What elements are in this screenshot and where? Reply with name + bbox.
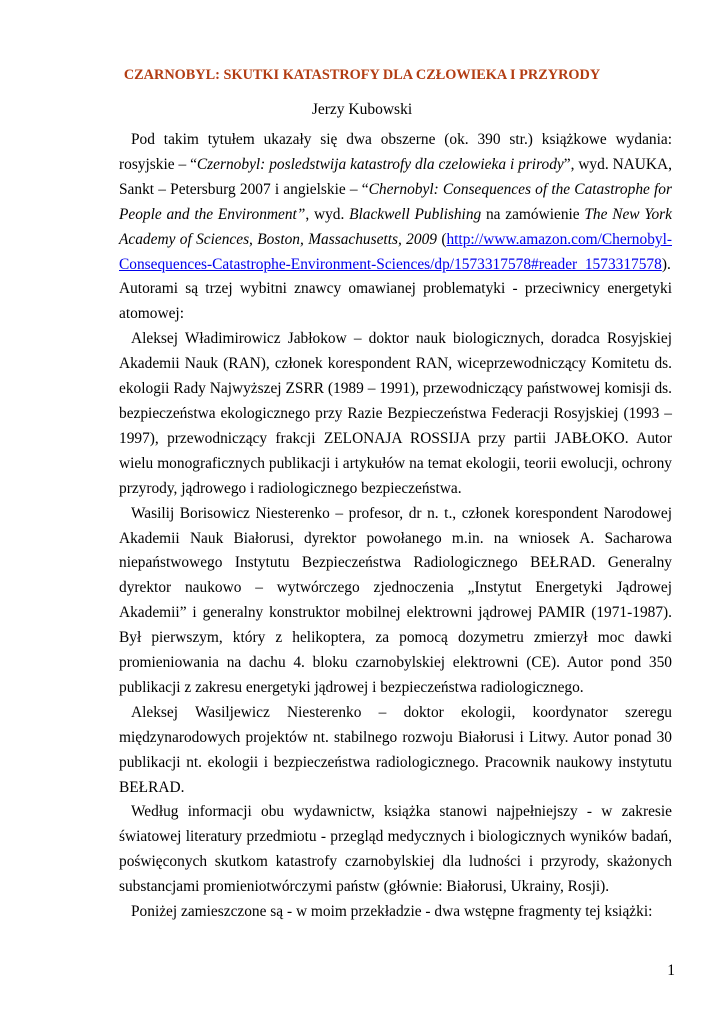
intro-text-1: Pod takim tytułem ukazały się dwa obszerne (ok. 390 str.) książkowe wydania: rosyjskie – “ xyxy=(119,131,672,173)
paragraph-publisher-info: Według informacji obu wydawnictw, książka stanowi najpełniejszy - w zakresie światowej literatury przedmiotu - przegląd medycznych i biologicznych wyników badań, poświęconych skutkom katastrofy czarnobylskiej dla ludności i przyrody, skażonych substancjami promieniotwórczymi państw (głównie: Białorusi, Ukrainy, Rosji). xyxy=(119,803,672,896)
intro-russian-title: Czernobyl: posledstwija katastrofy dla czelowieka i prirody xyxy=(196,155,564,173)
paragraph-wasilij-niesterenko: Wasilij Borisowicz Niesterenko – profesor, dr n. t., członek korespondent Narodowej Akademii Nauk Białorusi, dyrektor powołanego m.in. na wniosek A. Sacharowa niepaństwowego Instytutu Bezpieczeństwa Radiologicznego BEŁRAD. Generalny dyrektor naukowo – wytwórczego zjednoczenia „Instytut Energetyki Jądrowej Akademii” i generalny konstruktor mobilnej elektrowni jądrowej PAMIR (1971-1987). Był pierwszym, który z helikoptera, za pomocą dozymetru zmierzył moc dawki promieniowania na dachu 4. bloku czarnobylskiej elektrowni (CE). Autor pond 350 publikacji z zakresu energetyki jądrowej i bezpieczeństwa radiologicznego. xyxy=(119,504,672,696)
intro-text-4: na zamówienie xyxy=(481,205,585,223)
paragraph-fragments-intro: Poniżej zamieszczone są - w moim przekładzie - dwa wstępne fragmenty tej książki: xyxy=(131,903,653,921)
page-number: 1 xyxy=(667,962,675,979)
intro-text-5: ( xyxy=(436,230,447,248)
document-author: Jerzy Kubowski xyxy=(311,101,413,118)
document-body xyxy=(119,128,672,925)
intro-publisher: Blackwell Publishing xyxy=(349,205,482,223)
intro-text-3: , wyd. xyxy=(305,205,350,223)
paragraph-aleksej-niesterenko: Aleksej Wasiljewicz Niesterenko – doktor ekologii, koordynator szeregu międzynarodowych projektów nt. stabilnego rozwoju Białorusi i Litwy. Autor ponad 30 publikacji nt. ekologii i bezpieczeństwa radiologicznego. Pracownik naukowy instytutu BEŁRAD. xyxy=(119,703,672,796)
amazon-link[interactable]: http://www.amazon.com/Chernobyl-Consequences-Catastrophe-Environment-Sciences/dp/1573317578#reader_1573317578 xyxy=(119,230,672,273)
paragraph-intro xyxy=(119,128,672,327)
document-title: CZARNOBYL: SKUTKI KATASTROFY DLA CZŁOWIEKA I PRZYRODY xyxy=(123,67,601,83)
intro-text-6: ). Autorami są trzej wybitni znawcy omawianej problematyki - przeciwnicy energetyki atomowej: xyxy=(119,255,672,323)
paragraph-jablokov: Aleksej Władimirowicz Jabłokow – doktor nauk biologicznych, doradca Rosyjskiej Akademii Nauk (RAN), członek korespondent RAN, wiceprzewodniczący Komitetu ds. ekologii Rady Najwyższej ZSRR (1989 – 1991), przewodniczący państwowej komisji ds. bezpieczeństwa ekologicznego przy Razie Bezpieczeństwa Federacji Rosyjskiej (1993 – 1997), przewodniczący frakcji ZELONAJA ROSSIJA przy partii JABŁOKO. Autor wielu monograficznych publikacji i artykułów na temat ekologii, teorii ewolucji, ochrony przyrody, jądrowego i radiologicznego bezpieczeństwa. xyxy=(119,330,672,497)
intro-english-title: Chernobyl: Consequences of the Catastrophe for People and the Environment” xyxy=(119,180,672,223)
intro-academy: The New York Academy of Sciences, Boston, Massachusetts, 2009 xyxy=(119,205,672,248)
intro-text-2: ”, wyd. NAUKA, Sankt – Petersburg 2007 i angielskie – “ xyxy=(119,155,672,198)
